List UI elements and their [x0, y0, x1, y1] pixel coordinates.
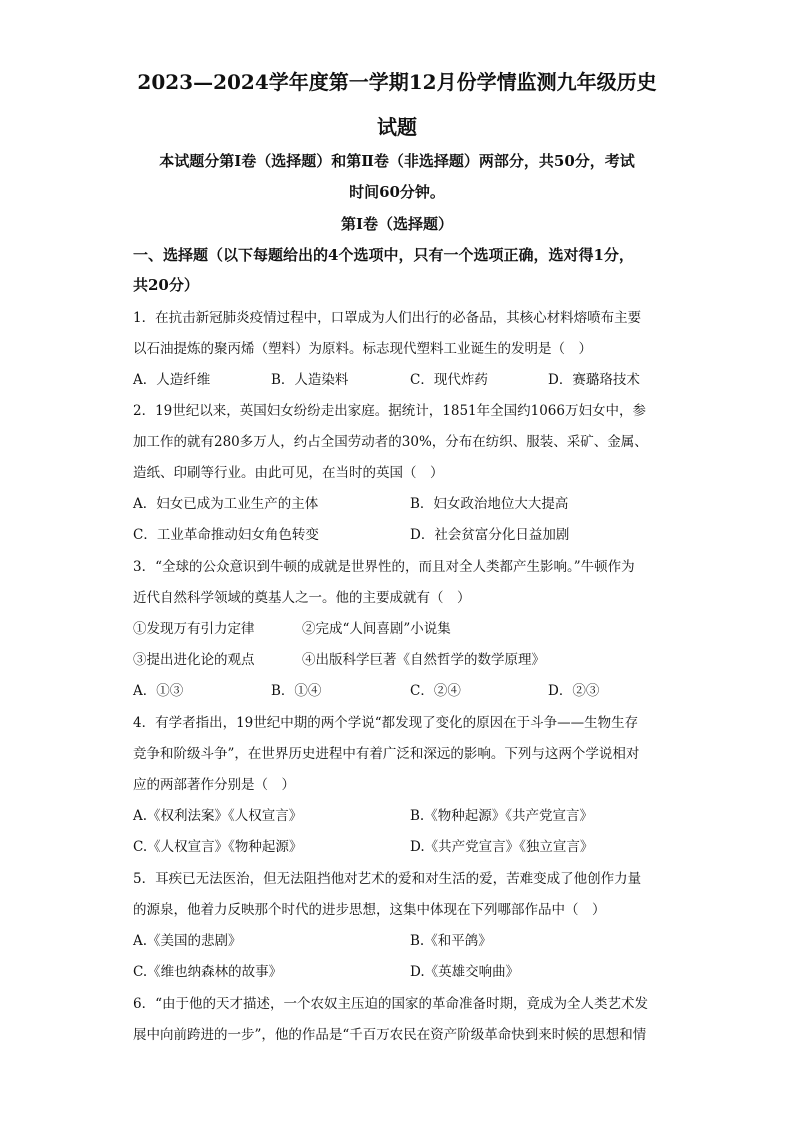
question-2-option-b: B．妇女政治地位大大提高	[410, 496, 569, 512]
question-1-option-a: A．人造纤维	[133, 372, 211, 388]
question-4-line3: 应的两部著作分别是（ ）	[133, 777, 295, 793]
question-3-item-3: ③提出进化论的观点	[133, 652, 255, 668]
question-6-line2: 展中向前跨进的一步”，他的作品是“千百万农民在资产阶级革命快到来时候的思想和情	[133, 1027, 647, 1043]
question-2-line3: 造纸、印刷等行业。由此可见，在当时的英国（ ）	[133, 465, 444, 481]
question-6-line1: 6．“由于他的天才描述，一个农奴主压迫的国家的革命准备时期，竟成为全人类艺术发	[133, 996, 648, 1012]
page-title-line1: 2023—2024学年度第一学期12月份学情监测九年级历史	[137, 70, 657, 94]
question-3-option-c: C．②④	[410, 683, 461, 699]
question-3-item-1: ①发现万有引力定律	[133, 621, 255, 637]
question-3-item-2: ②完成“人间喜剧”小说集	[302, 621, 451, 637]
question-3-item-4: ④出版科学巨著《自然哲学的数学原理》	[302, 652, 545, 668]
question-5-line2: 的源泉，他着力反映那个时代的进步思想，这集中体现在下列哪部作品中（ ）	[133, 902, 606, 918]
question-5-option-d: D.《英雄交响曲》	[410, 964, 520, 980]
question-1-line1: 1．在抗击新冠肺炎疫情过程中，口罩成为人们出行的必备品，其核心材料熔喷布主要	[133, 310, 642, 326]
question-2-line1: 2．19世纪以来，英国妇女纷纷走出家庭。据统计，1851年全国约1066万妇女中，参	[133, 403, 646, 419]
question-2-option-c: C．工业革命推动妇女角色转变	[133, 527, 319, 543]
question-4-option-a: A.《权利法案》《人权宣言》	[133, 808, 303, 824]
question-1-option-c: C．现代炸药	[410, 372, 488, 388]
question-5-option-b: B.《和平鸽》	[410, 933, 492, 949]
question-5-line1: 5．耳疾已无法医治，但无法阻挡他对艺术的爱和对生活的爱，苦难变成了他创作力量	[133, 871, 642, 887]
question-1-line2: 以石油提炼的聚丙烯（塑料）为原料。标志现代塑料工业诞生的发明是（ ）	[133, 341, 592, 357]
question-2-option-a: A．妇女已成为工业生产的主体	[133, 496, 319, 512]
question-2-option-d: D．社会贫富分化日益加剧	[410, 527, 570, 543]
part-title: 第Ⅰ卷（选择题）	[340, 215, 454, 233]
intro-line1: 本试题分第Ⅰ卷（选择题）和第Ⅱ卷（非选择题）两部分，共50分，考试	[159, 152, 635, 170]
section-heading-line1: 一、选择题（以下每题给出的4个选项中，只有一个选项正确，选对得1分，	[133, 246, 634, 264]
question-3-line1: 3．“全球的公众意识到牛顿的成就是世界性的，而且对全人类都产生影响。”牛顿作为	[133, 559, 635, 575]
question-3-line2: 近代自然科学领域的奠基人之一。他的主要成就有（ ）	[133, 590, 471, 606]
question-1-option-b: B．人造染料	[271, 372, 349, 388]
question-4-option-c: C.《人权宣言》《物种起源》	[133, 839, 303, 855]
question-4-option-b: B.《物种起源》《共产党宣言》	[410, 808, 593, 824]
question-3-option-a: A．①③	[133, 683, 184, 699]
question-5-option-a: A.《美国的悲剧》	[133, 933, 242, 949]
question-4-option-d: D.《共产党宣言》《独立宣言》	[410, 839, 594, 855]
question-3-option-b: B．①④	[271, 683, 322, 699]
section-heading-line2: 共20分）	[133, 276, 199, 294]
question-3-option-d: D．②③	[548, 683, 600, 699]
question-4-line2: 竞争和阶级斗争”，在世界历史进程中有着广泛和深远的影响。下列与这两个学说相对	[133, 746, 640, 762]
question-1-option-d: D．赛璐珞技术	[548, 372, 640, 388]
question-2-line2: 加工作的就有280多万人，约占全国劳动者的30%，分布在纺织、服装、采矿、金属、	[133, 434, 648, 450]
question-5-option-c: C.《维也纳森林的故事》	[133, 964, 283, 980]
page-title-line2: 试题	[377, 115, 417, 139]
question-4-line1: 4．有学者指出，19世纪中期的两个学说“都发现了变化的原因在于斗争——生物生存	[133, 715, 639, 731]
intro-line2: 时间60分钟。	[349, 183, 445, 201]
